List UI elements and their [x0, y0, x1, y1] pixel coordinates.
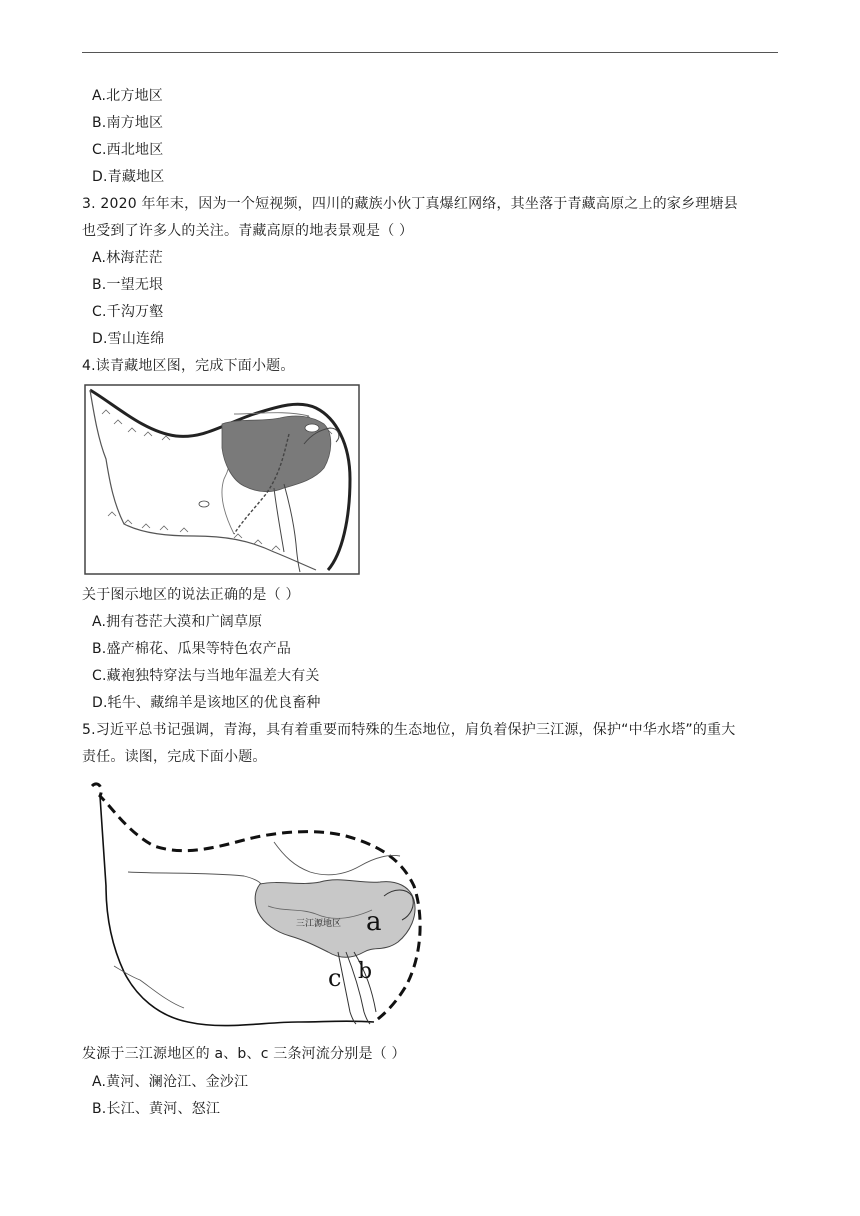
q3-option-d: D.雪山连绵	[92, 331, 165, 347]
q5-option-b: B.长江、黄河、怒江	[92, 1101, 221, 1117]
q2-option-c: C.西北地区	[92, 142, 164, 158]
q5-question: 发源于三江源地区的 a、b、c 三条河流分别是（ ）	[82, 1046, 406, 1062]
q3-option-a: A.林海茫茫	[92, 250, 163, 266]
river-b-label: b	[358, 959, 373, 984]
region-label: 三江源地区	[296, 919, 342, 929]
q4-option-d: D.牦牛、藏绵羊是该地区的优良畜种	[92, 695, 321, 711]
q3-option-b: B.一望无垠	[92, 277, 164, 293]
q3-stem-line2: 也受到了许多人的关注。青藏高原的地表景观是（ ）	[82, 223, 414, 239]
river-a-label: a	[366, 907, 382, 937]
q2-option-d: D.青藏地区	[92, 169, 165, 185]
q4-option-b: B.盛产棉花、瓜果等特色农产品	[92, 641, 292, 657]
q4-option-a: A.拥有苍茫大漠和广阔草原	[92, 614, 263, 630]
q2-option-b: B.南方地区	[92, 115, 164, 131]
q3-stem-line1: 3. 2020 年年末，因为一个短视频，四川的藏族小伙丁真爆红网络，其坐落于青藏高原之上的家乡理塘县	[82, 196, 738, 212]
q3-option-c: C.千沟万壑	[92, 304, 164, 320]
sanjiangyuan-map-figure	[84, 776, 434, 1034]
q5-option-a: A.黄河、澜沧江、金沙江	[92, 1074, 249, 1090]
header-rule	[82, 52, 778, 53]
q5-stem-line1: 5.习近平总书记强调，青海，具有着重要而特殊的生态地位，肩负着保护三江源，保护“中华水塔”的重大	[82, 722, 736, 738]
q4-option-c: C.藏袍独特穿法与当地年温差大有关	[92, 668, 320, 684]
qinghai-tibet-map	[84, 384, 360, 575]
q2-option-a: A.北方地区	[92, 88, 163, 104]
qinghai-tibet-map-figure	[84, 384, 360, 575]
sanjiangyuan-map	[84, 776, 434, 1034]
q4-question: 关于图示地区的说法正确的是（ ）	[82, 587, 300, 603]
river-c-label: c	[328, 964, 342, 992]
q5-stem-line2: 责任。读图，完成下面小题。	[82, 749, 267, 765]
q4-stem: 4.读青藏地区图，完成下面小题。	[82, 358, 295, 374]
